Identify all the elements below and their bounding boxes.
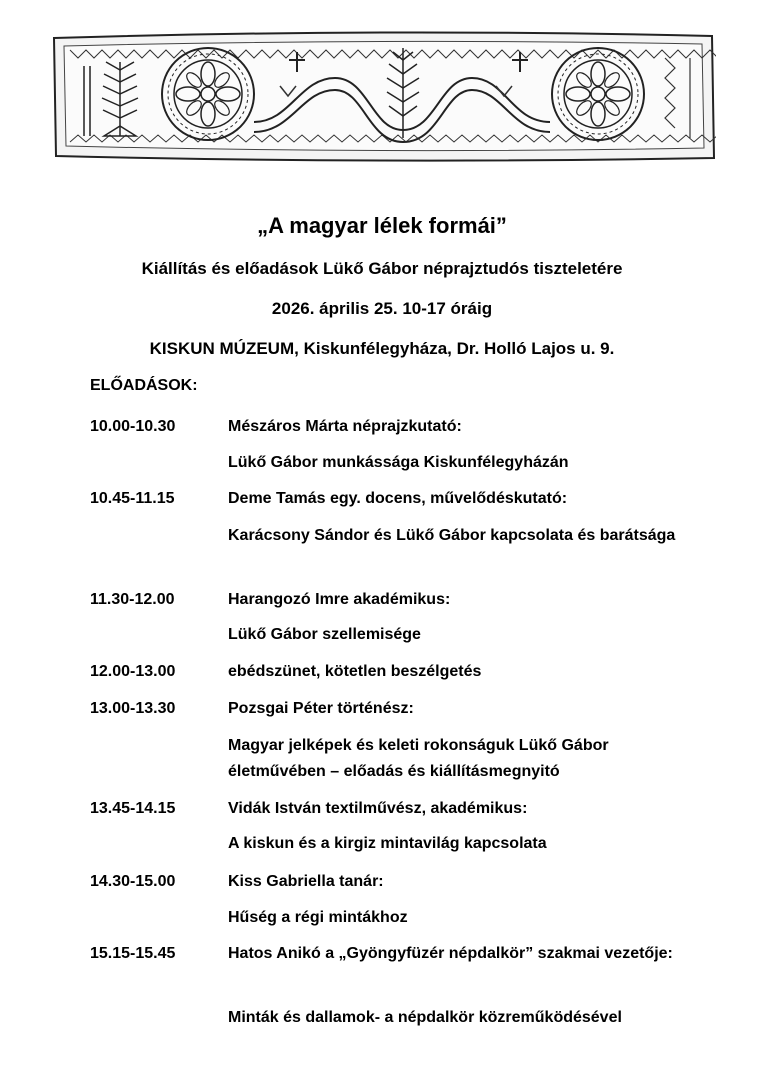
schedule-topic: Lükő Gábor szellemisége (228, 626, 421, 643)
schedule-time: 14.30-15.00 (90, 873, 176, 890)
schedule-speaker: Deme Tamás egy. docens, művelődéskutató: (228, 490, 568, 507)
schedule-time: 10.00-10.30 (90, 418, 176, 435)
event-date: 2026. április 25. 10-17 óráig (271, 299, 493, 318)
schedule-speaker: Pozsgai Péter történész: (228, 700, 414, 717)
schedule-break: ebédszünet, kötetlen beszélgetés (228, 663, 482, 680)
schedule-topic: Lükő Gábor munkássága Kiskunfélegyházán (228, 454, 569, 471)
event-title: „A magyar lélek formái” (257, 213, 507, 238)
schedule-speaker: Vidák István textilművész, akadémikus: (228, 800, 528, 817)
schedule-topic: A kiskun és a kirgiz mintavilág kapcsolata (228, 835, 547, 852)
schedule-speaker: Hatos Anikó a „Gyöngyfüzér népdalkör” szakmai vezetője: (228, 945, 673, 962)
schedule-time: 10.45-11.15 (90, 490, 175, 507)
event-subtitle: Kiállítás és előadások Lükő Gábor néprajztudós tiszteletére (141, 259, 623, 278)
folk-pattern-illustration (50, 30, 716, 165)
schedule-topic: Magyar jelképek és keleti rokonságuk Lükő Gábor életművében – előadás és kiállításmegnyitó (228, 737, 609, 780)
lectures-heading: ELŐADÁSOK: (90, 377, 198, 394)
schedule-time: 13.00-13.30 (90, 700, 176, 717)
schedule-topic: Hűség a régi mintákhoz (228, 909, 408, 926)
schedule-speaker: Mészáros Márta néprajzkutató: (228, 418, 462, 435)
schedule-time: 12.00-13.00 (90, 663, 176, 680)
schedule-speaker: Kiss Gabriella tanár: (228, 873, 384, 890)
schedule-time: 15.15-15.45 (90, 945, 176, 962)
schedule-speaker: Harangozó Imre akadémikus: (228, 591, 451, 608)
schedule-topic: Karácsony Sándor és Lükő Gábor kapcsolata és barátsága (228, 527, 676, 544)
schedule-time: 11.30-12.00 (90, 591, 175, 608)
schedule-topic: Minták és dallamok- a népdalkör közreműködésével (228, 1009, 622, 1026)
event-venue: KISKUN MÚZEUM, Kiskunfélegyháza, Dr. Holló Lajos u. 9. (149, 339, 615, 358)
carved-folk-ornament-banner (50, 30, 716, 165)
schedule-time: 13.45-14.15 (90, 800, 176, 817)
